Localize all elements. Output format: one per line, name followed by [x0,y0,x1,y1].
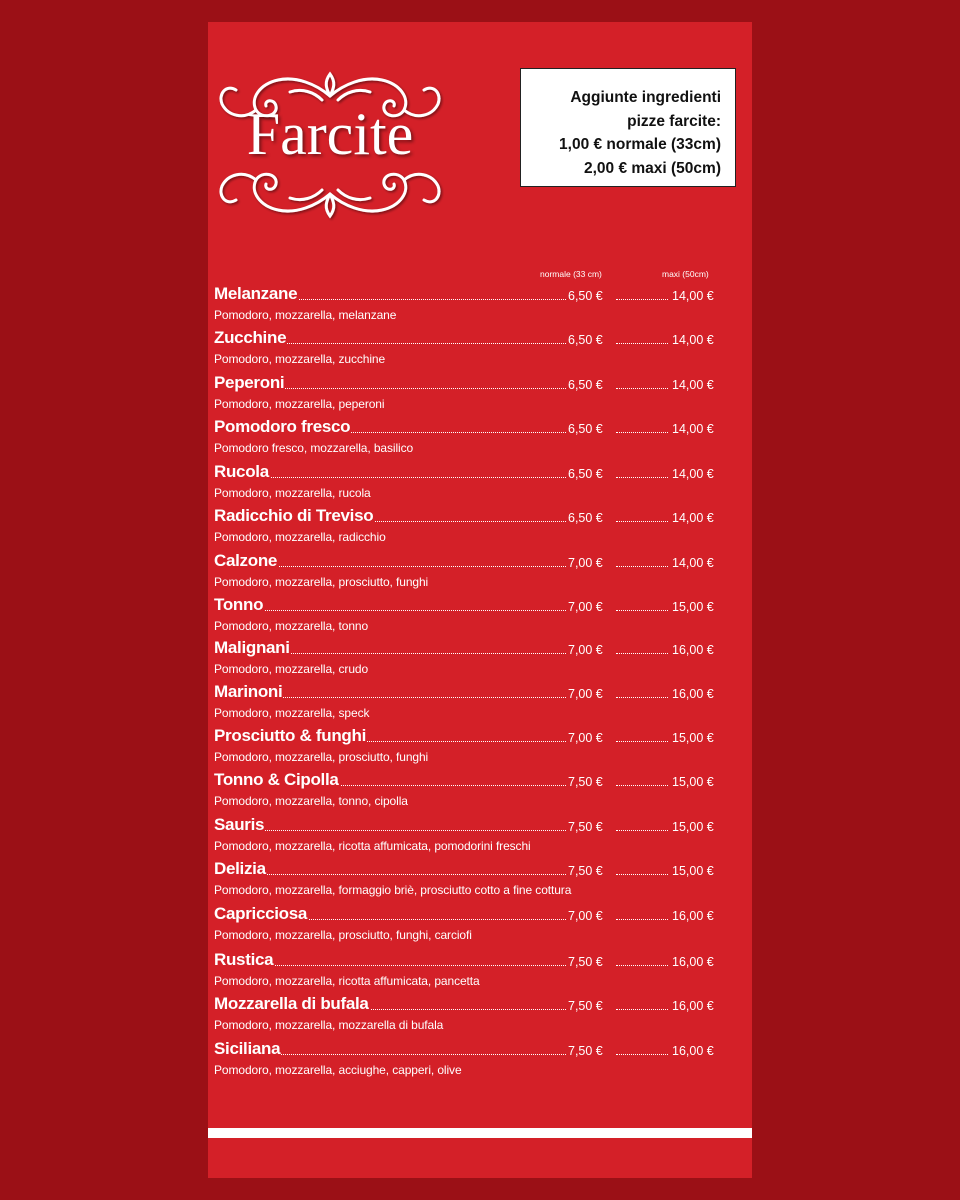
menu-item-description: Pomodoro, mozzarella, tonno [214,619,369,633]
menu-item-name: Prosciutto & funghi [214,726,367,745]
price-maxi: 15,00 € [672,820,714,834]
menu-item-name: Rustica [214,950,274,969]
price-normal: 6,50 € [568,467,603,481]
dot-leader [616,610,668,611]
menu-item [208,284,752,328]
menu-item-row [214,904,716,926]
price-normal: 6,50 € [568,422,603,436]
menu-item-description: Pomodoro, mozzarella, ricotta affumicata, pancetta [214,974,480,988]
price-maxi: 14,00 € [672,333,714,347]
menu-item-row [214,462,716,484]
info-line: 1,00 € normale (33cm) [559,136,721,153]
info-line: Aggiunte ingredienti [570,89,721,106]
dot-leader [616,965,668,966]
menu-item-name: Mozzarella di bufala [214,994,369,1013]
price-normal: 6,50 € [568,511,603,525]
menu-item [208,328,752,372]
menu-item [208,770,752,814]
info-line: 2,00 € maxi (50cm) [583,159,721,177]
price-maxi: 15,00 € [672,600,714,614]
price-normal: 7,50 € [568,820,603,834]
dot-leader [616,432,668,433]
menu-item [208,373,752,417]
menu-item-description: Pomodoro, mozzarella, zucchine [214,352,386,366]
price-maxi: 16,00 € [672,643,714,657]
dot-leader [616,1054,668,1055]
menu-item [208,638,752,682]
price-maxi: 16,00 € [672,999,714,1013]
price-normal: 7,50 € [568,775,603,789]
menu-item-description: Pomodoro, mozzarella, melanzane [214,308,397,322]
price-maxi: 14,00 € [672,467,714,481]
menu-item-row [214,1039,716,1061]
logo [216,54,444,222]
menu-item-name: Sauris [214,815,265,834]
dot-leader [616,785,668,786]
menu-item [208,859,752,903]
menu-item [208,682,752,726]
menu-item-name: Malignani [214,638,290,657]
menu-item-row [214,950,716,972]
menu-item-row [214,994,716,1016]
price-maxi: 16,00 € [672,687,714,701]
menu-item [208,417,752,461]
menu-item-row [214,638,716,660]
menu-item-row [214,726,716,748]
price-maxi: 16,00 € [672,909,714,923]
menu-item-description: Pomodoro, mozzarella, prosciutto, funghi [214,575,429,589]
price-normal: 6,50 € [568,289,603,303]
price-normal: 7,00 € [568,731,603,745]
extra-ingredients-box [520,68,736,187]
price-maxi: 15,00 € [672,775,714,789]
dot-leader [616,521,668,522]
dot-leader [616,388,668,389]
menu-item-row [214,770,716,792]
menu-item-name: Radicchio di Treviso [214,506,374,525]
price-normal: 7,00 € [568,600,603,614]
menu-item-description: Pomodoro, mozzarella, ricotta affumicata, pomodorini freschi [214,839,531,853]
menu-item-row [214,815,716,837]
price-normal: 7,00 € [568,556,603,570]
bottom-stripe [208,1128,752,1138]
dot-leader [214,874,566,875]
menu-item-name: Zucchine [214,328,287,347]
info-line: pizze farcite: [627,112,721,130]
menu-item-name: Tonno & Cipolla [214,770,339,789]
page-title: Farcite [246,101,414,167]
menu-item-description: Pomodoro, mozzarella, mozzarella di bufala [214,1018,444,1032]
price-maxi: 14,00 € [672,422,714,436]
menu-item-description: Pomodoro, mozzarella, acciughe, capperi, olive [214,1063,462,1077]
dot-leader [616,741,668,742]
menu-item [208,1039,752,1083]
menu-item-name: Pomodoro fresco [214,417,351,436]
price-normal: 6,50 € [568,378,603,392]
menu-item-description: Pomodoro, mozzarella, formaggio briè, prosciutto cotto a fine cottura [214,883,572,897]
menu-item-row [214,506,716,528]
menu-item-name: Tonno [214,595,264,614]
menu-item-description: Pomodoro, mozzarella, crudo [214,662,369,676]
menu-item-description: Pomodoro fresco, mozzarella, basilico [214,441,414,455]
price-maxi: 15,00 € [672,864,714,878]
menu-item-row [214,373,716,395]
column-header-maxi: maxi (50cm) [662,269,709,279]
price-maxi: 16,00 € [672,1044,714,1058]
dot-leader [214,830,566,831]
menu-item-name: Marinoni [214,682,283,701]
menu-item-name: Melanzane [214,284,298,303]
menu-item-name: Rucola [214,462,269,481]
price-normal: 7,50 € [568,999,603,1013]
menu-item-row [214,859,716,881]
menu-card [208,22,752,1178]
menu-item [208,595,752,639]
menu-item-name: Calzone [214,551,278,570]
menu-item [208,726,752,770]
menu-item-description: Pomodoro, mozzarella, prosciutto, funghi [214,750,429,764]
price-maxi: 15,00 € [672,731,714,745]
menu-item-row [214,682,716,704]
menu-item-row [214,551,716,573]
menu-item [208,950,752,994]
price-normal: 7,00 € [568,643,603,657]
menu-item [208,904,752,948]
price-maxi: 14,00 € [672,289,714,303]
menu-item-description: Pomodoro, mozzarella, radicchio [214,530,386,544]
menu-item-description: Pomodoro, mozzarella, peperoni [214,397,385,411]
price-maxi: 14,00 € [672,556,714,570]
price-maxi: 14,00 € [672,511,714,525]
menu-item-name: Capricciosa [214,904,308,923]
dot-leader [616,874,668,875]
menu-item [208,815,752,859]
dot-leader [616,697,668,698]
dot-leader [616,1009,668,1010]
dot-leader [214,610,566,611]
menu-item [208,462,752,506]
menu-item-description: Pomodoro, mozzarella, tonno, cipolla [214,794,408,808]
price-normal: 7,00 € [568,909,603,923]
menu-item [208,994,752,1038]
dot-leader [616,830,668,831]
menu-item-row [214,417,716,439]
menu-item-name: Peperoni [214,373,285,392]
price-normal: 7,50 € [568,864,603,878]
dot-leader [616,477,668,478]
price-normal: 7,50 € [568,1044,603,1058]
price-normal: 7,00 € [568,687,603,701]
price-normal: 7,50 € [568,955,603,969]
menu-item-description: Pomodoro, mozzarella, rucola [214,486,371,500]
menu-item [208,551,752,595]
column-header-normal: normale (33 cm) [540,269,602,279]
menu-item [208,506,752,550]
menu-item-description: Pomodoro, mozzarella, prosciutto, funghi, carciofi [214,928,472,942]
menu-item-name: Delizia [214,859,266,878]
dot-leader [616,343,668,344]
dot-leader [616,919,668,920]
menu-item-row [214,328,716,350]
menu-item-description: Pomodoro, mozzarella, speck [214,706,370,720]
dot-leader [616,299,668,300]
menu-item-name: Siciliana [214,1039,281,1058]
dot-leader [616,653,668,654]
menu-item-row [214,284,716,306]
dot-leader [616,566,668,567]
menu-item-row [214,595,716,617]
price-normal: 6,50 € [568,333,603,347]
price-maxi: 14,00 € [672,378,714,392]
price-maxi: 16,00 € [672,955,714,969]
